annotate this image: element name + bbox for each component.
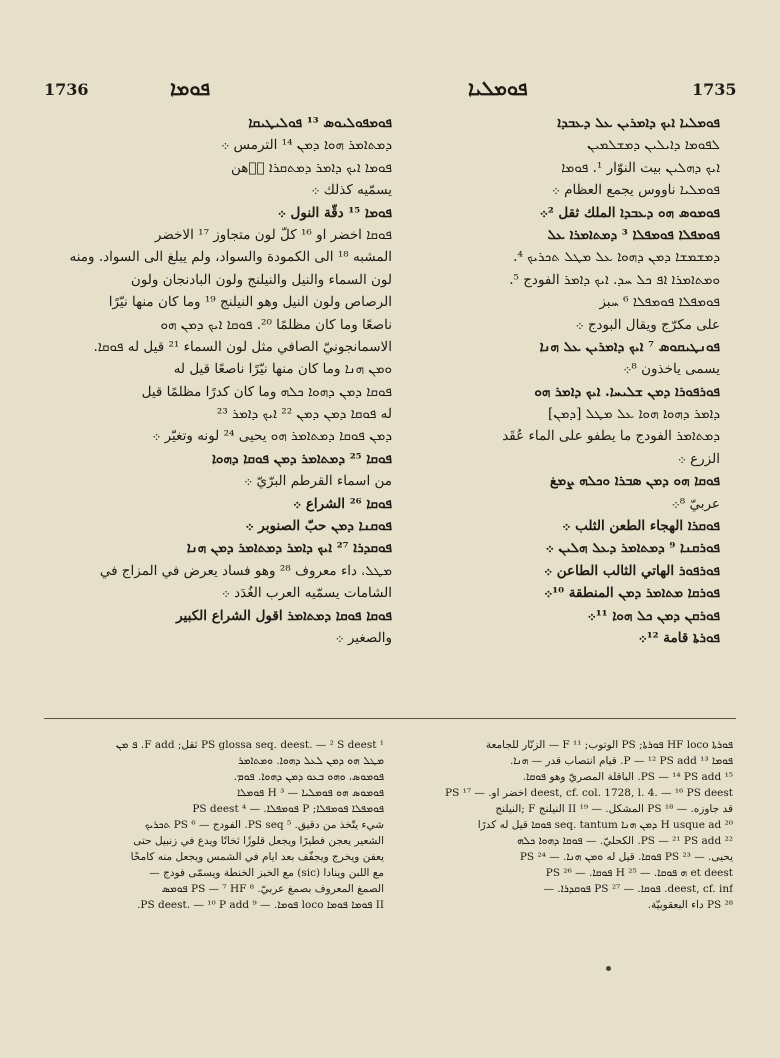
text-line: ܕܡܫܡܫܐ ܕܡܢ ܕܗܘܐ ܥܠ ܡܛܠ ܬܟܪܝܟ ⁴.: [513, 249, 720, 266]
footnote-line: يعفن ويخرج ويجفّف بعد ايام في الشمس ويجعل منه كامخًا: [130, 851, 384, 863]
footnote-line: II ܦܘܡܐ ܦܘܡܐ loco ܦܘܡܐ. — ⁹ PS deest. — ¹⁰ P add.: [137, 899, 384, 911]
text-line: ܦܘܡܦܘܠܝܘܣ ¹³ ܦܘܠܝܛܝܩܐ: [248, 115, 392, 131]
footnote-line: ²⁰ H usque ad ܕܡܢ ܗܢܐ seq. tantum ܦܘܩܐ قيل له كدرًا: [477, 819, 733, 831]
text-line: عربيّ ⁸܀: [671, 495, 720, 512]
footnote-line: ܦܘܡܘܣ ܗܘ ܦܘܡܠܝܐ — ³ H ܦܘܡܠܐ: [236, 787, 384, 799]
text-line: والصغير ܀: [335, 629, 392, 646]
text-line: ܕܡܬܐܡܪ الفودج ما يطفو على الماء عُقَد: [502, 428, 720, 445]
text-line: الاسمانجونيّ الصافي مثل لون السماء ²¹ قيل له ܦܘܩܐ.: [93, 338, 392, 355]
footnote-line: ܦܘܡܐ ¹³ P — ¹² PS add. قيام انتصاب قدر — ܗܢܐ.: [509, 755, 733, 767]
footnote-line: ܡܛܠ ܗܘ ܕܡܢ ܠܥܠ ܕܗܘܐ. ܘܡܬܐܡܪ: [238, 755, 384, 767]
text-line: ܐܝܟ ܕܗܠܝܢ بيت النوّار ¹. ܦܘܡܐ: [561, 159, 720, 176]
footnote-line: ܦܘܡܦܠܐ ܦܘܡܦܠܐ; P ܦܘܡܦܠܐ. — ⁴ PS deest: [192, 803, 384, 815]
footnote-line: ܦܘܪܬܐ HF loco ܦܘܪܬܐ; PS الوتوب; F ¹¹ — الزنّار للجامعة: [485, 739, 733, 751]
text-line: ܦܘܪܬܐ قامة ¹²܀: [638, 629, 720, 646]
text-line: ܦܘܪܦܘܪ الهاتي الثالب الطاعن ܀: [543, 562, 720, 579]
text-line: الشامات يسمّيه العرب الغُدَد ܀: [221, 585, 392, 602]
text-line: ܦܘܪܦܘܪܐ ܕܡܢ ܫܠܝܚܐ. ܐܝܟ ܕܐܡܪ ܗܘ: [534, 383, 720, 400]
text-line: ܕܡܢ ܦܘܩܐ ܕܡܬܐܡܪ ܗܘ يحيى ²⁴ لونه وتغيّر ܀: [152, 428, 392, 445]
text-line: الزرع ܀: [677, 450, 720, 467]
text-line: ܦܘܩܐ ²⁶ الشراع ܀: [293, 495, 392, 512]
text-line: ܦܘܪܩܐ ܡܬܐܡܪ ܕܡܢ المنطقة ¹⁰܀: [544, 585, 720, 602]
footnote-line: deest, cf. inf. ܦܘܩܐ. — ²⁷ PS ܦܘܩܕܪܐ. —: [543, 883, 733, 895]
text-line: ܦܘܡܐ ¹⁵ دقّة النول ܀: [277, 204, 392, 221]
text-line: ܦܘܡܐ ܐܝܟ ܕܐܡܪ ܕܡܬܩܪܐ ܕُهن: [231, 159, 392, 176]
text-line: لون السماء والنيل والنيلنج ولون البادنجان ولون: [130, 271, 392, 288]
footnote-line: et deest ܗ ܦܘܩܐ. — ²⁵ H ܦܘܩܐ. — ²⁶ PS: [545, 867, 733, 879]
text-line: الرصاص ولون النيل وهو النيلنج ¹⁹ وما كان منها نيّرًا: [108, 294, 392, 311]
text-line: ܦܘܩܐ ²⁵ ܕܡܬܐܡܪ ܕܡܢ ܦܘܩܐ ܕܗܘܐ: [211, 450, 392, 467]
text-line: له ܦܘܩܐ ܕܡܢ ܕܡܢ ²² ܐܝܟ ܕܐܡܪ ²³: [216, 406, 392, 423]
text-line: ܦܘܡܘܣ ܗܘ ܕܥܒܕܐ الملك ثقل ²܀: [539, 204, 720, 221]
footnote-line: يحيى. — ²³ PS ܦܘܩܐ. قيل له ܘܡܢ ܗܢܐ. — ²⁴ PS: [519, 851, 733, 863]
text-line: ܡܛܠ، داء معروف ²⁸ وهو فساد يعرض في المزاج في: [99, 562, 392, 579]
text-line: ܦܘܩܐ ܕܡܢ ܕܗܘܐ ܟܠܗ وما كان كدرًا مظلمًا قيل: [141, 383, 392, 400]
text-line: ܦܘܡܦܠܐ ܦܘܡܦܠܐ ³ ܕܡܬܐܡܪܐ ܥܠ: [547, 226, 720, 243]
text-line: ܦܘܪܩܢܐ ⁹ ܕܡܬܐܡܪ ܕܥܠ ܗܠܝܢ ܀: [545, 540, 720, 557]
text-line: ܕܡܬܐܡܪ ܗܘܐ ܕܡܢ ¹⁴ الترمس ܀: [221, 137, 392, 154]
footnote-line: ²² PS — ²¹ PS add. الكحليّ. — ܦܘܩܐ ܕܗܘܐ ܟܠܗ: [517, 835, 733, 847]
text-line: ܠܦܘܡܐ ܕܐܝܠܝܢ ܕܡܫܠܡܝܢ: [587, 137, 720, 154]
text-line: ܦܘܡܦܠܐ ܦܘܡܦܠܐ ⁶ ܚبز: [599, 294, 720, 311]
footnote-line: الشعير يعجن فطيرًا ويجعل قلوزًا ثخانًا ويدع في زنبيل حتى: [133, 835, 384, 847]
text-line: المشبه ¹⁸ الى الكمودة والسواد، ولم يبلغ الى السواد. ومنه: [69, 249, 392, 266]
text-line: ܘܡܢ ܗܢܐ وما كان منها نيّرًا ناصعًا قيل له: [173, 361, 392, 378]
text-line: ܦܘܩܐ ܗܘ ܕܡܢ ܣܒܪܐ ܘܟܠܗ ܨܡغ: [549, 473, 720, 490]
footnote-line: ܦܘܡܘܣ، ܘܗܘ ܒܥܘ ܕܡܢ ܕܗܘܐ. ܦܘܡ.: [233, 771, 384, 783]
footnote-line: شيء يتّخذ من دقيق. ⁵ PS seq. الفودج — ⁶ PS ܬܟܪܝܟ: [144, 819, 384, 831]
footnote-divider: [44, 718, 736, 719]
right-running-title: ܦܘܡܠܝܐ: [468, 76, 528, 100]
text-line: ܦܘܩܢܐ ܕܡܢ حبّ الصنوبر ܀: [245, 518, 392, 535]
text-line: ܦܘܢܛܝܩܘܣ ⁷ ܐܝܟ ܕܐܡܪܝܢ ܥܠ ܗܢܐ: [539, 338, 720, 355]
footnote-line: ²⁸ PS داء البعقوبيّة.: [647, 899, 733, 911]
footnotes-left: [44, 737, 384, 913]
left-running-title: ܦܘܡܐ: [170, 76, 211, 100]
text-line: من اسماء القرطم البرّيّ ܀: [244, 473, 392, 490]
text-line: ܦܘܩܐ ܦܘܩܐ ܕܡܬܐܡܪ اقول الشراع الكبير: [176, 607, 392, 624]
text-line: ܘܡܬܐܡܪܐ ܐܦ ܟܠ ܚܕ. ܐܝܟ ܕܐܡܪ الفودج ⁵.: [509, 271, 720, 288]
footnote-line: الصمغ المعروف بصمغ عربيّ. ⁸ PS — ⁷ HF ܦܘܡܣ: [161, 883, 384, 895]
text-line: ܦܘܪܩܢ ܕܡܢ ܟܠ ܗܘܐ ¹¹܀: [587, 607, 720, 624]
text-line: ܦܘܡܠܝܐ ناووس يجمع العظام ܀: [551, 182, 720, 199]
text-line: ܦܘܩܪܐ الهجاء الطعن الثلب ܀: [562, 518, 720, 535]
footnote-line: مع اللبن وينادا (sic) مع الخبز الخنطة ويسمّى فودج —: [149, 867, 384, 879]
text-line: ܦܘܩܕܪܐ ²⁷ ܐܝܟ ܕܐܡܪ ܕܡܬܐܡܪ ܕܡܢ ܗܢܐ: [186, 540, 392, 557]
text-line: يسمّيه كذلك ܀: [311, 182, 392, 199]
text-line: ܕܐܡܪ ܕܗܘܐ ܗܘܐ ܥܠ ܡܛܠ [ܕܡܢ]: [548, 406, 720, 423]
text-line: ܦܘܩܐ اخضر او ¹⁶ كلّ لون متجاوز ¹⁷ الاخضر: [154, 226, 392, 243]
page-speck: [606, 966, 611, 971]
left-page-number: 1736: [44, 80, 89, 99]
footnote-line: ¹ PS glossa seq. deest. — ² S deest ثقل; F add. ܦ ܡܢ: [115, 739, 384, 751]
right-page-number: 1735: [692, 80, 737, 99]
footnote-line: deest, cf. col. 1728, l. 4. — ¹⁶ PS deest اخضر او. — ¹⁷ PS: [445, 787, 733, 799]
text-line: ناصعًا وما كان مظلمًا ²⁰. ܦܘܩܐ ܐܝܟ ܕܡܢ ܗܘ: [160, 316, 392, 333]
footnote-line: قد جاوزه. — ¹⁸ PS المشكل. — ¹⁹ II النيلنج F ;النيلنج: [495, 803, 733, 815]
text-line: يسمى ياخذون ⁸܀: [623, 361, 720, 378]
text-line: ܦܘܡܠܝܐ ܐܝܟ ܕܐܡܪܝܢ ܥܠ ܕܥܒܕܐ: [557, 115, 720, 131]
left-column: [40, 112, 392, 649]
footnotes-right: [393, 737, 733, 913]
text-line: على مكرّج ويقال البودج ܀: [575, 316, 720, 333]
right-column: [368, 112, 720, 649]
footnote-line: ¹⁵ PS — ¹⁴ PS add. الباقلة المصريّ وهو ܦܘܩܐ.: [522, 771, 733, 783]
